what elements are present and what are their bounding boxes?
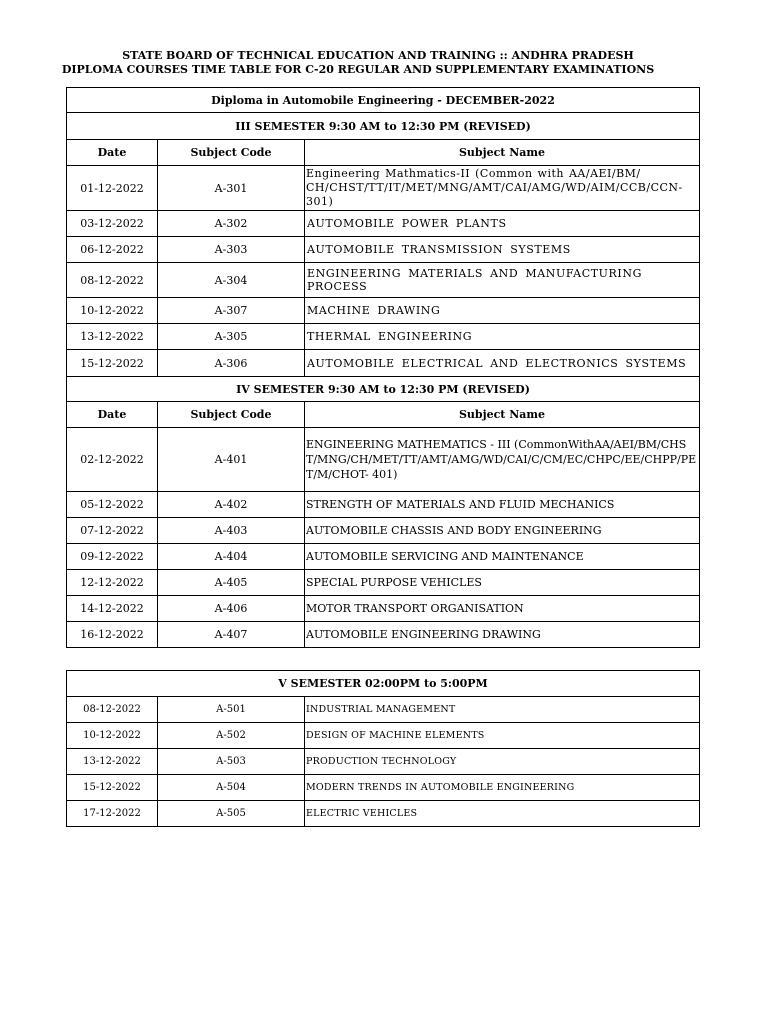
subject-code: A-502 xyxy=(158,723,305,749)
table-row xyxy=(67,350,700,377)
timetable-heading: DIPLOMA COURSES TIME TABLE FOR C-20 REGULAR AND SUPPLEMENTARY EXAMINATIONS xyxy=(61,63,655,76)
subject-name: ENGINEERING MATERIALS AND MANUFACTURING PROCESS xyxy=(305,263,700,298)
exam-date: 07-12-2022 xyxy=(67,518,158,544)
table-row xyxy=(67,324,700,350)
subject-code: A-405 xyxy=(158,570,305,596)
subject-code: A-307 xyxy=(158,298,305,324)
subject-name: MODERN TRENDS IN AUTOMOBILE ENGINEERING xyxy=(305,775,700,801)
col-name-header: Subject Name xyxy=(305,402,700,428)
exam-date: 02-12-2022 xyxy=(67,428,158,492)
exam-date: 08-12-2022 xyxy=(67,263,158,298)
table-row xyxy=(67,544,700,570)
subject-name: ENGINEERING MATHEMATICS - III (CommonWithAA/AEI/BM/CHST/MNG/CH/MET/TT/AMT/AMG/WD/CAI/C/CM/EC/CHPC/EE/CHPP/PET/M/CHOT- 401) xyxy=(305,428,700,492)
table-row xyxy=(67,518,700,544)
subject-name: MOTOR TRANSPORT ORGANISATION xyxy=(305,596,700,622)
subject-name: AUTOMOBILE POWER PLANTS xyxy=(305,211,700,237)
subject-code: A-305 xyxy=(158,324,305,350)
col-date-header: Date xyxy=(67,402,158,428)
subject-code: A-406 xyxy=(158,596,305,622)
subject-code: A-404 xyxy=(158,544,305,570)
sem5-title: V SEMESTER 02:00PM to 5:00PM xyxy=(67,671,700,697)
subject-code: A-302 xyxy=(158,211,305,237)
exam-date: 03-12-2022 xyxy=(67,211,158,237)
table-row xyxy=(67,596,700,622)
timetable-sem5 xyxy=(66,670,700,827)
exam-date: 14-12-2022 xyxy=(67,596,158,622)
subject-name: DESIGN OF MACHINE ELEMENTS xyxy=(305,723,700,749)
table-row xyxy=(67,775,700,801)
exam-date: 13-12-2022 xyxy=(67,749,158,775)
sem3-title: III SEMESTER 9:30 AM to 12:30 PM (REVISED) xyxy=(67,113,700,140)
subject-code: A-403 xyxy=(158,518,305,544)
exam-date: 09-12-2022 xyxy=(67,544,158,570)
table-row xyxy=(67,723,700,749)
subject-code: A-504 xyxy=(158,775,305,801)
table-row xyxy=(67,697,700,723)
course-title: Diploma in Automobile Engineering - DECEMBER-2022 xyxy=(67,88,700,113)
table-row xyxy=(67,428,700,492)
subject-name: STRENGTH OF MATERIALS AND FLUID MECHANICS xyxy=(305,492,700,518)
table-row xyxy=(67,263,700,298)
board-heading: STATE BOARD OF TECHNICAL EDUCATION AND TRAINING :: ANDHRA PRADESH xyxy=(122,49,634,62)
subject-name: INDUSTRIAL MANAGEMENT xyxy=(305,697,700,723)
table-row xyxy=(67,622,700,648)
subject-name: AUTOMOBILE ENGINEERING DRAWING xyxy=(305,622,700,648)
exam-date: 15-12-2022 xyxy=(67,350,158,377)
subject-code: A-503 xyxy=(158,749,305,775)
subject-name: AUTOMOBILE ELECTRICAL AND ELECTRONICS SYSTEMS xyxy=(305,350,700,377)
table-row xyxy=(67,211,700,237)
table-row xyxy=(67,166,700,211)
subject-code: A-401 xyxy=(158,428,305,492)
subject-code: A-407 xyxy=(158,622,305,648)
subject-name: ELECTRIC VEHICLES xyxy=(305,801,700,827)
exam-date: 08-12-2022 xyxy=(67,697,158,723)
subject-name: AUTOMOBILE CHASSIS AND BODY ENGINEERING xyxy=(305,518,700,544)
col-date-header: Date xyxy=(67,140,158,166)
table-row xyxy=(67,237,700,263)
subject-code: A-501 xyxy=(158,697,305,723)
exam-date: 10-12-2022 xyxy=(67,298,158,324)
subject-name: AUTOMOBILE TRANSMISSION SYSTEMS xyxy=(305,237,700,263)
subject-code: A-306 xyxy=(158,350,305,377)
table-row xyxy=(67,570,700,596)
subject-code: A-303 xyxy=(158,237,305,263)
subject-name: AUTOMOBILE SERVICING AND MAINTENANCE xyxy=(305,544,700,570)
subject-code: A-301 xyxy=(158,166,305,211)
subject-code: A-505 xyxy=(158,801,305,827)
exam-date: 16-12-2022 xyxy=(67,622,158,648)
table-row xyxy=(67,492,700,518)
sem4-title: IV SEMESTER 9:30 AM to 12:30 PM (REVISED) xyxy=(67,377,700,402)
subject-code: A-304 xyxy=(158,263,305,298)
subject-name: PRODUCTION TECHNOLOGY xyxy=(305,749,700,775)
exam-date: 12-12-2022 xyxy=(67,570,158,596)
sem3-header-row xyxy=(67,140,700,166)
exam-date: 17-12-2022 xyxy=(67,801,158,827)
sem4-header-row xyxy=(67,402,700,428)
exam-date: 15-12-2022 xyxy=(67,775,158,801)
table-row xyxy=(67,298,700,324)
exam-date: 06-12-2022 xyxy=(67,237,158,263)
subject-code: A-402 xyxy=(158,492,305,518)
exam-date: 13-12-2022 xyxy=(67,324,158,350)
exam-date: 05-12-2022 xyxy=(67,492,158,518)
subject-name: MACHINE DRAWING xyxy=(305,298,700,324)
timetable-sem3-sem4 xyxy=(66,87,700,648)
subject-name: Engineering Mathmatics-II (Common with AA/AEI/BM/ CH/CHST/TT/IT/MET/MNG/AMT/CAI/AMG/WD/AIM/CCB/CCN-301) xyxy=(305,166,700,211)
col-code-header: Subject Code xyxy=(158,140,305,166)
exam-date: 10-12-2022 xyxy=(67,723,158,749)
exam-date: 01-12-2022 xyxy=(67,166,158,211)
subject-name: SPECIAL PURPOSE VEHICLES xyxy=(305,570,700,596)
table-row xyxy=(67,749,700,775)
col-code-header: Subject Code xyxy=(158,402,305,428)
table-row xyxy=(67,801,700,827)
col-name-header: Subject Name xyxy=(305,140,700,166)
subject-name: THERMAL ENGINEERING xyxy=(305,324,700,350)
